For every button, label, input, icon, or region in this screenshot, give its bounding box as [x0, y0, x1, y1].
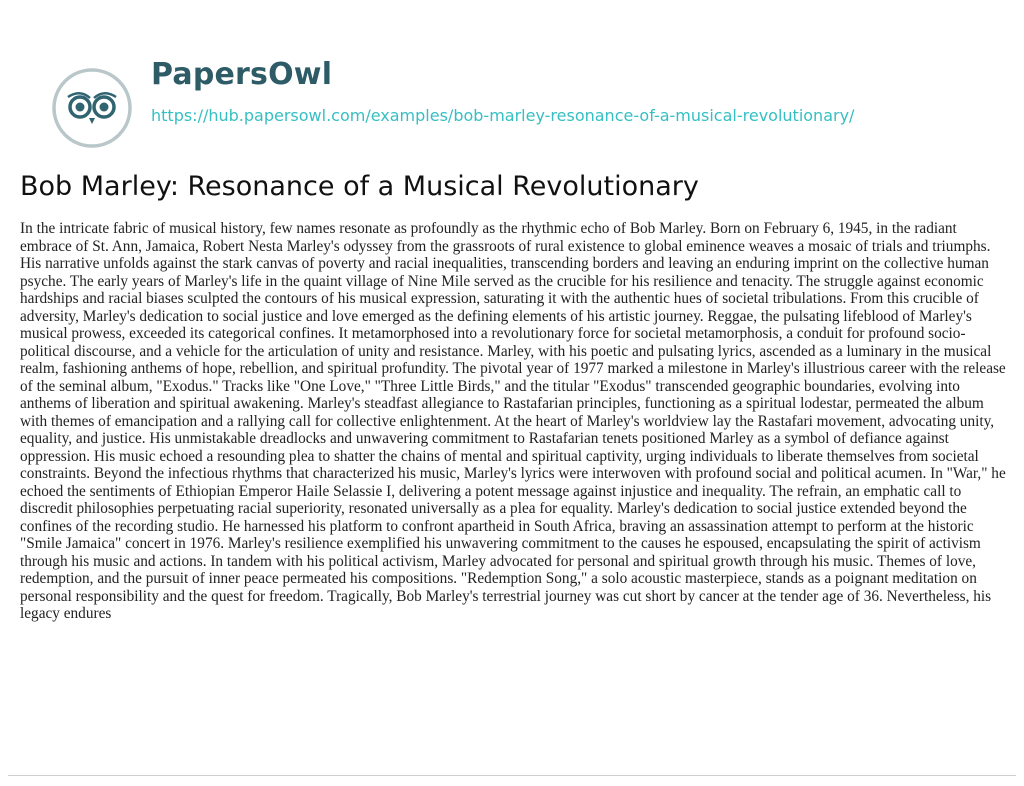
page-title: Bob Marley: Resonance of a Musical Revolutionary — [20, 171, 699, 202]
site-header — [0, 0, 1024, 158]
owl-logo-icon[interactable] — [51, 67, 133, 149]
source-url-link[interactable]: https://hub.papersowl.com/examples/bob-marley-resonance-of-a-musical-revolutionary/ — [151, 106, 855, 125]
brand-name[interactable]: PapersOwl — [151, 57, 333, 92]
footer-divider — [8, 775, 1016, 776]
article-body: In the intricate fabric of musical history, few names resonate as profoundly as the rhythmic echo of Bob Marley. Born on February 6, 1945, in the radiant embrace of St. Ann, Jamaica, Robert Nesta Marley's odyssey from the grassroots of rural existence to global eminence weaves a mosaic of trials and triumphs. His narrative unfolds against the stark canvas of poverty and racial inequalities, transcending borders and leaving an enduring imprint on the collective human psyche. The early years of Marley's life in the quaint village of Nine Mile served as the crucible for his resilience and tenacity. The struggle against economic hardships and racial biases sculpted the contours of his musical expression, saturating it with the authentic hues of societal tribulations. From this crucible of adversity, Marley's dedication to social justice and love emerged as the defining elements of his artistic journey. Reggae, the pulsating lifeblood of Marley's musical prowess, exceeded its categorical confines. It metamorphosed into a revolutionary force for societal metamorphosis, a conduit for profound socio-political discourse, and a vehicle for the articulation of unity and resistance. Marley, with his poetic and pulsating lyrics, ascended as a luminary in the musical realm, fashioning anthems of hope, rebellion, and spiritual profundity. The pivotal year of 1977 marked a milestone in Marley's illustrious career with the release of the seminal album, "Exodus." Tracks like "One Love," "Three Little Birds," and the titular "Exodus" transcended geographic boundaries, evolving into anthems of liberation and spiritual awakening. Marley's steadfast allegiance to Rastafarian principles, functioning as a spiritual lodestar, permeated the album with themes of emancipation and a rallying call for collective enlightenment. At the heart of Marley's worldview lay the Rastafari movement, advocating unity, equality, and justice. His unmistakable dreadlocks and unwavering commitment to Rastafarian tenets positioned Marley as a symbol of defiance against oppression. His music echoed a resounding plea to shatter the chains of mental and spiritual captivity, urging individuals to liberate themselves from societal constraints. Beyond the infectious rhythms that characterized his music, Marley's lyrics were interwoven with profound social and political acumen. In "War," he echoed the sentiments of Ethiopian Emperor Haile Selassie I, delivering a potent message against injustice and inequality. The refrain, an emphatic call to discredit philosophies perpetuating racial superiority, resonated universally as a plea for equality. Marley's dedication to social justice extended beyond the confines of the recording studio. He harnessed his platform to confront apartheid in South Africa, braving an assassination attempt to perform at the historic "Smile Jamaica" concert in 1976. Marley's resilience exemplified his unwavering commitment to the causes he espoused, encapsulating the spirit of activism through his music and actions. In tandem with his political activism, Marley advocated for personal and spiritual growth through his music. Themes of love, redemption, and the pursuit of inner peace permeated his compositions. "Redemption Song," a solo acoustic masterpiece, stands as a poignant meditation on personal responsibility and the quest for freedom. Tragically, Bob Marley's terrestrial journey was cut short by cancer at the tender age of 36. Nevertheless, his legacy endures — [20, 220, 1006, 622]
